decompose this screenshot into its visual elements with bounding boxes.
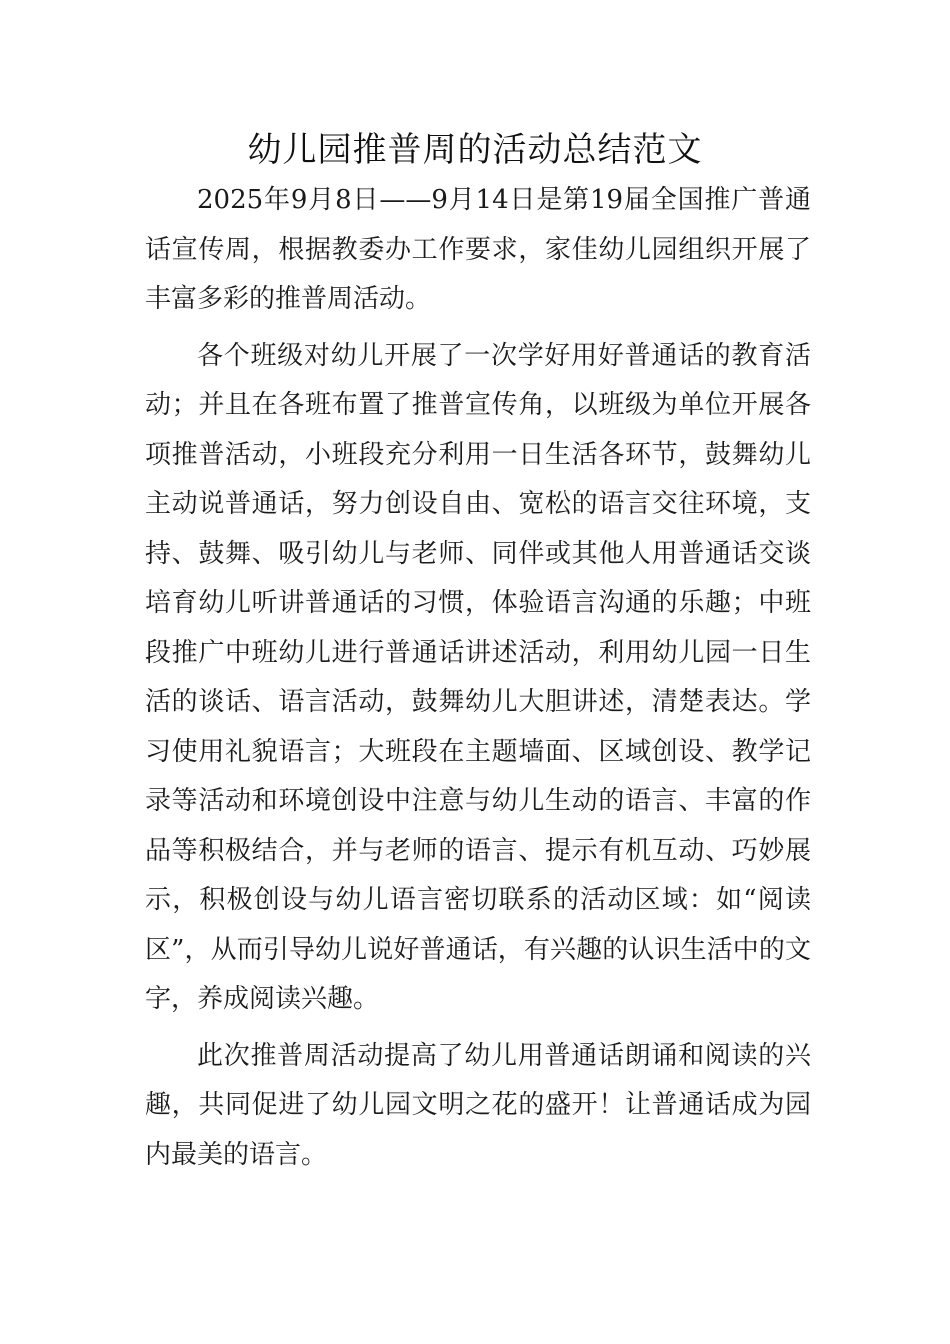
paragraph-intro: 2025年9月8日——9月14日是第19届全国推广普通话宣传周，根据教委办工作要求，家佳幼儿园组织开展了丰富多彩的推普周活动。 (145, 185, 811, 314)
paragraph-activities: 各个班级对幼儿开展了一次学好用好普通话的教育活动；并且在各班布置了推普宣传角，以班级为单位开展各项推普活动，小班段充分利用一日生活各环节，鼓舞幼儿主动说普通话，努力创设自由、宽松的语言交往环境，支持、鼓舞、吸引幼儿与老师、同伴或其他人用普通话交谈培育幼儿听讲普通话的习惯，体验语言沟通的乐趣；中班段推广中班幼儿进行普通话讲述活动，利用幼儿园一日生活的谈话、语言活动，鼓舞幼儿大胆讲述，清楚表达。学习使用礼貌语言；大班段在主题墙面、区域创设、教学记录等活动和环境创设中注意与幼儿生动的语言、丰富的作品等积极结合，并与老师的语言、提示有机互动、巧妙展示，积极创设与幼儿语言密切联系的活动区域：如“阅读区”，从而引导幼儿说好普通话，有兴趣的认识生活中的文字，养成阅读兴趣。 (145, 340, 811, 1014)
paragraph-conclusion: 此次推普周活动提高了幼儿用普通话朗诵和阅读的兴趣，共同促进了幼儿园文明之花的盛开！让普通话成为园内最美的语言。 (145, 1040, 811, 1170)
document-body (145, 176, 811, 1187)
document-title: 幼儿园推普周的活动总结范文 (247, 130, 703, 170)
